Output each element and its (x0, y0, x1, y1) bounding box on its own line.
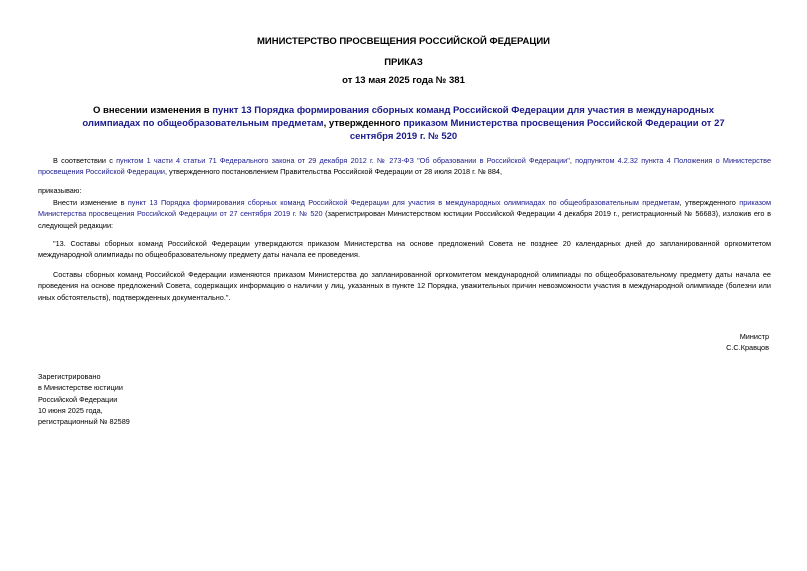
preamble-link-law[interactable]: пунктом 1 части 4 статьи 71 Федерального закона от 29 декабря 2012 г. № 273-ФЗ "Об образовании в Российской Федерации" (116, 156, 570, 165)
preamble-tail: , утвержденного постановлением Правительства Российской Федерации от 28 июля 2018 г. № 884, (164, 167, 503, 177)
clause-link-procedure[interactable]: пункт 13 Порядка формирования сборных команд Российской Федерации для участия в международных олимпиадах по общеобразовательным предметам (127, 198, 680, 207)
preamble-lead: В соответствии с (53, 156, 117, 165)
registration-line: 10 июня 2025 года, (38, 405, 103, 415)
clause-tail: (зарегистрирован Министерством юстиции Российской Федерации 4 декабря 2019 г., регистрационный № 56683), изложив его в следующей редакции: (38, 209, 771, 230)
ministry-title: МИНИСТЕРСТВО ПРОСВЕЩЕНИЯ РОССИЙСКОЙ ФЕДЕРАЦИИ (256, 36, 551, 47)
registration-block (38, 371, 130, 427)
preamble-middle: , (569, 156, 576, 165)
clause-paragraph (38, 197, 771, 231)
signature-position: Министр (739, 332, 769, 341)
doc-subject (70, 104, 737, 143)
clause-link-order[interactable]: приказом Министерства просвещения Российской Федерации от 27 сентября 2019 г. № 520 (38, 198, 772, 219)
registration-line: в Министерстве юстиции (38, 383, 123, 393)
quote-paragraph-1: "13. Составы сборных команд Российской Федерации утверждаются приказом Министерства на основе предложений Совета не позднее 20 календарных дней до запланированной оргкомитетом международной олимпиады по общеобразовательному предмету даты начала ее проведения. (38, 239, 771, 260)
subject-prefix: О внесении изменения в (92, 105, 213, 116)
registration-line: Зарегистрировано (38, 372, 101, 381)
preamble-paragraph (38, 155, 771, 178)
registration-line: Российской Федерации (38, 394, 118, 404)
subject-link-order[interactable]: приказом Министерства просвещения Российской Федерации от 27 сентября 2019 г. № 520 (349, 118, 725, 142)
doc-type: ПРИКАЗ (384, 57, 423, 68)
signature-name: С.С.Кравцов (726, 343, 769, 352)
registration-line: регистрационный № 82589 (38, 417, 130, 427)
clause-middle: , утвержденного (679, 198, 740, 207)
subject-link-procedure[interactable]: пункт 13 Порядка формирования сборных команд Российской Федерации для участия в международных олимпиадах по общеобразовательным предметам (82, 105, 715, 129)
preamble-link-regulation[interactable]: подпунктом 4.2.32 пункта 4 Положения о Министерстве просвещения Российской Федерации (38, 156, 772, 177)
order-word: приказываю: (38, 186, 82, 195)
subject-middle: , утвержденного (323, 118, 404, 129)
clause-lead: Внести изменение в (53, 198, 128, 207)
doc-date-number: от 13 мая 2025 года № 381 (342, 75, 465, 86)
quote-paragraph-2: Составы сборных команд Российской Федерации изменяются приказом Министерства до запланированной оргкомитетом международной олимпиады по общеобразовательному предмету даты начала ее проведения на основе предложений Совета, содержащих информацию о наличии у лиц, указанных в пункте 12 Порядка, уважительных причин невозможности участия в международной олимпиаде (болезни или иных обстоятельств), подтвержденных документально.". (38, 270, 771, 302)
